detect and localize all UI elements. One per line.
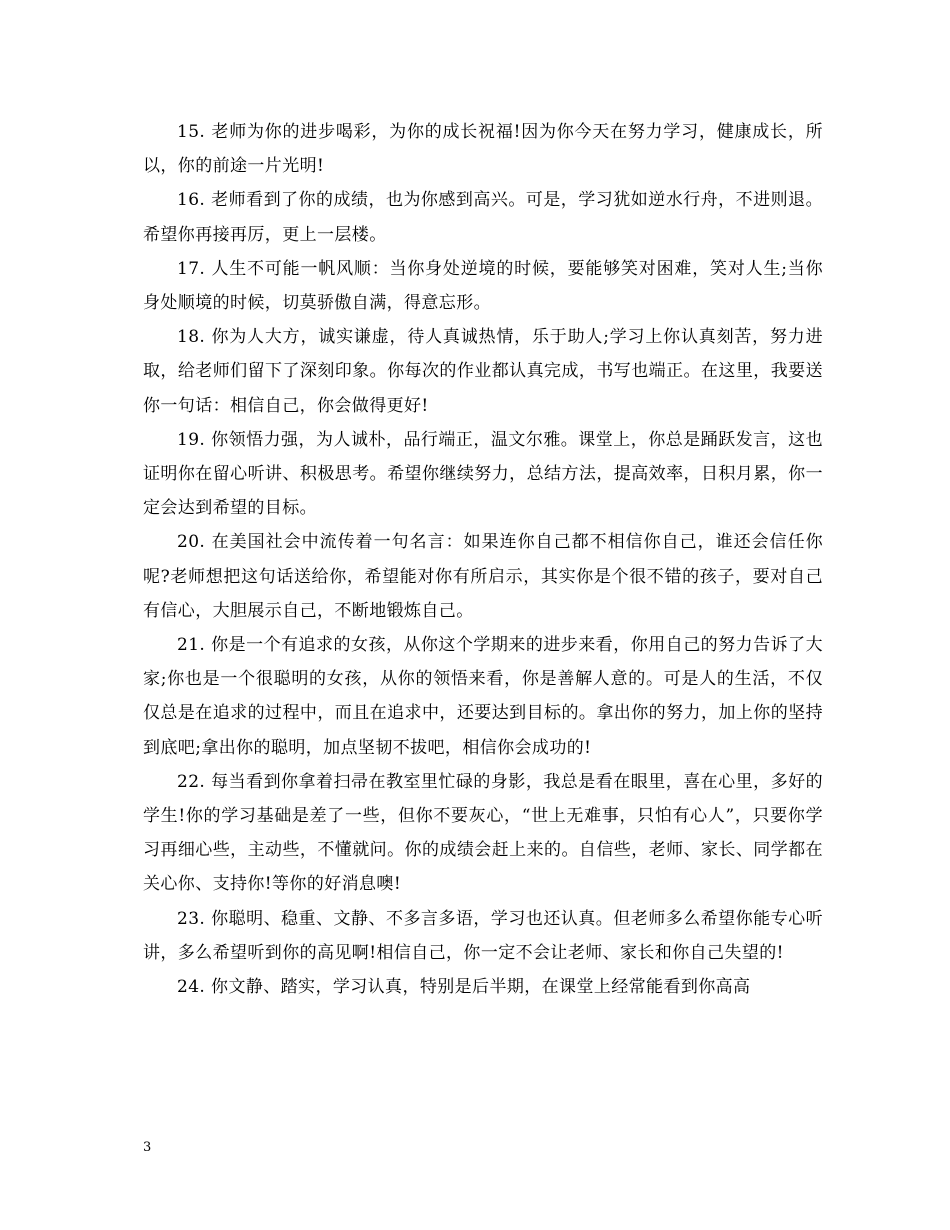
document-body	[143, 115, 823, 1004]
paragraph-16: 16. 老师看到了你的成绩，也为你感到高兴。可是，学习犹如逆水行舟，不进则退。希望你再接再厉，更上一层楼。	[143, 190, 823, 245]
paragraph-17: 17. 人生不可能一帆风顺：当你身处逆境的时候，要能够笑对困难，笑对人生;当你身处顺境的时候，切莫骄傲自满，得意忘形。	[143, 258, 823, 314]
paragraph-20: 20. 在美国社会中流传着一句名言：如果连你自己都不相信你自己，谁还会信任你呢?老师想把这句话送给你，希望能对你有所启示，其实你是个很不错的孩子，要对自己有信心，大胆展示自己，不断地锻炼自己。	[143, 532, 823, 621]
page-number: 3	[143, 1140, 152, 1155]
paragraph-23: 23. 你聪明、稳重、文静、不多言多语，学习也还认真。但老师多么希望你能专心听讲，多么希望听到你的高见啊!相信自己，你一定不会让老师、家长和你自己失望的!	[143, 908, 823, 963]
paragraph-21: 21. 你是一个有追求的女孩，从你这个学期来的进步来看，你用自己的努力告诉了大家;你也是一个很聪明的女孩，从你的领悟来看，你是善解人意的。可是人的生活，不仅仅总是在追求的过程中，而且在追求中，还要达到目标的。拿出你的努力，加上你的坚持到底吧;拿出你的聪明，加点坚韧不拔吧，相信你会成功的!	[143, 635, 823, 758]
paragraph-15: 15. 老师为你的进步喝彩，为你的成长祝福!因为你今天在努力学习，健康成长，所以，你的前途一片光明!	[143, 122, 823, 177]
paragraph-19: 19. 你领悟力强，为人诚朴，品行端正，温文尔雅。课堂上，你总是踊跃发言，这也证明你在留心听讲、积极思考。希望你继续努力，总结方法，提高效率，日积月累，你一定会达到希望的目标。	[143, 429, 823, 519]
paragraph-24: 24. 你文静、踏实，学习认真，特别是后半期，在课堂上经常能看到你高高	[177, 977, 751, 998]
paragraph-22: 22. 每当看到你拿着扫帚在教室里忙碌的身影，我总是看在眼里，喜在心里，多好的学生!你的学习基础是差了一些，但你不要灰心，“世上无难事，只怕有心人”，只要你学习再细心些，主动些，不懂就问。你的成绩会赶上来的。自信些，老师、家长、同学都在关心你、支持你!等你的好消息噢!	[143, 771, 823, 895]
paragraph-18: 18. 你为人大方，诚实谦虚，待人真诚热情，乐于助人;学习上你认真刻苦，努力进取，给老师们留下了深刻印象。你每次的作业都认真完成，书写也端正。在这里，我要送你一句话：相信自己，你会做得更好!	[143, 327, 823, 416]
